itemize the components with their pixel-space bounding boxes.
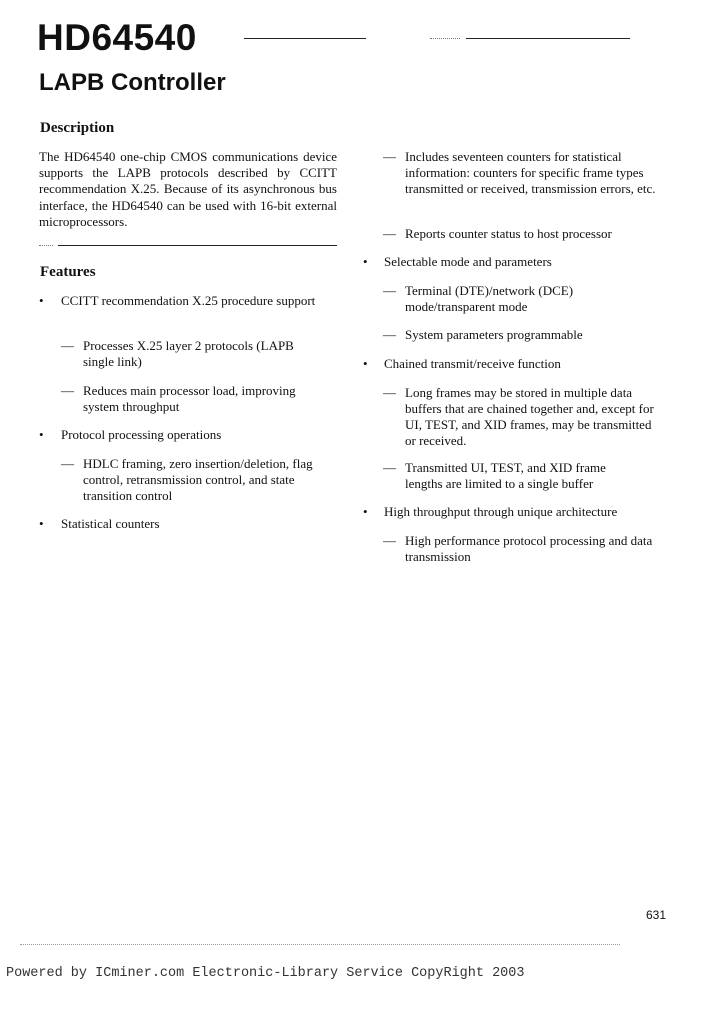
feature-item: Chained transmit/receive function xyxy=(384,356,561,371)
feature-item: High throughput through unique architecture xyxy=(384,504,618,519)
dash-marker: — xyxy=(383,385,396,400)
dash-marker: — xyxy=(383,327,396,342)
bullet-marker: • xyxy=(39,293,44,308)
dash-marker: — xyxy=(383,149,396,164)
bullet-marker: • xyxy=(39,427,44,442)
feature-item: Protocol processing operations xyxy=(61,427,222,442)
bullet-marker: • xyxy=(363,504,368,519)
dash-marker: — xyxy=(61,383,74,398)
feature-subitem: Processes X.25 layer 2 protocols (LAPB single link) xyxy=(83,338,294,369)
feature-subitem: High performance protocol processing and data transmission xyxy=(405,533,653,564)
dash-marker: — xyxy=(383,533,396,548)
dash-marker: — xyxy=(61,456,74,471)
dash-marker: — xyxy=(383,226,396,241)
scan-noise-line xyxy=(20,944,620,945)
description-rule xyxy=(58,245,337,246)
bullet-marker: • xyxy=(363,254,368,269)
dash-marker: — xyxy=(383,460,396,475)
feature-subitem: System parameters programmable xyxy=(405,327,583,342)
bullet-marker: • xyxy=(363,356,368,371)
feature-subitem: Terminal (DTE)/network (DCE) mode/transparent mode xyxy=(405,283,574,314)
description-rule-start xyxy=(39,245,53,246)
feature-item: Statistical counters xyxy=(61,516,160,531)
description-text: The HD64540 one-chip CMOS communications device supports the LAPB protocols described by CCITT recommendation X.25. Because of its asynchronous bus interface, the HD64540 can be used with 16-bit external microprocessors. xyxy=(39,149,337,229)
feature-subitem: Transmitted UI, TEST, and XID frame lengths are limited to a single buffer xyxy=(405,460,606,491)
feature-subitem: Long frames may be stored in multiple data buffers that are chained together and, except for UI, TEST, and XID frames, may be transmitted or received. xyxy=(405,385,654,448)
feature-item: CCITT recommendation X.25 procedure support xyxy=(61,293,316,308)
document-subtitle: LAPB Controller xyxy=(39,69,226,96)
feature-subitem: Reduces main processor load, improving system throughput xyxy=(83,383,296,414)
feature-item: Selectable mode and parameters xyxy=(384,254,552,269)
title-rule xyxy=(244,38,366,39)
dash-marker: — xyxy=(383,283,396,298)
feature-subitem: Includes seventeen counters for statistical information: counters for specific frame types transmitted or received, transmission errors, etc. xyxy=(405,149,656,196)
feature-subitem: HDLC framing, zero insertion/deletion, flag control, retransmission control, and state transition control xyxy=(83,456,313,503)
features-heading: Features xyxy=(40,264,96,280)
title-rule-right xyxy=(466,38,630,39)
description-heading: Description xyxy=(40,120,115,136)
feature-subitem: Reports counter status to host processor xyxy=(405,226,612,241)
dash-marker: — xyxy=(61,338,74,353)
bullet-marker: • xyxy=(39,516,44,531)
title-rule-gap xyxy=(430,38,460,39)
footer-watermark: Powered by ICminer.com Electronic-Library Service CopyRight 2003 xyxy=(6,966,525,981)
page-number: 631 xyxy=(646,908,667,922)
document-title: HD64540 xyxy=(37,17,197,58)
